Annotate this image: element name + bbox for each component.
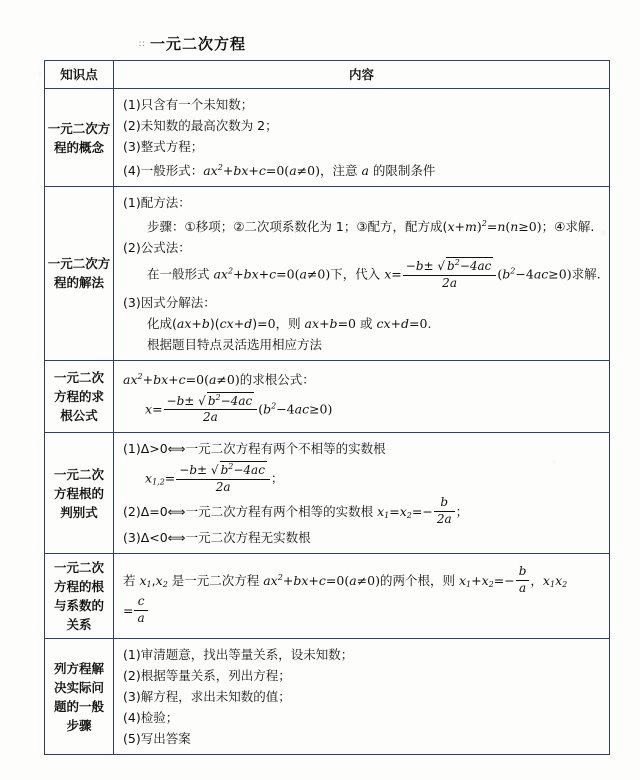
row-label-methods [45,187,114,361]
content-line: (3)解方程，求出未知数的值； [123,689,291,705]
page-title: 一元二次方程 [150,35,247,53]
row-label-discriminant [45,433,114,554]
header-cell-content: 内容 [114,61,610,89]
knowledge-table [44,60,610,755]
b-over-a-fraction: $\frac{b}{a}$ [516,565,530,596]
table-row [45,187,610,361]
content-line: (1)配方法： [123,195,191,210]
label-line: 判别式 [60,504,98,520]
root-formula-fraction: $\frac{-b\pm √ b^2-4ac}{2a}$ [164,392,258,426]
content-line-standard-form: $ax^2+bx+c=0(a\ne 0)$的求根公式： [123,371,315,387]
content-line-steps: 步骤：①移项；②二次项系数化为 1；③配方，配方成$(x+m)^2=n(n\ge 0)$；④求解. [147,219,595,234]
row-content-word-problems [114,639,610,755]
content-line-formula-method: 在一般形式 $ax^2+bx+c=0(a\ne 0)$下，代入 x= $\frac{-b\pm √ b^2-4ac}{2a}$ $(b^2-4ac\ge 0)$求解. [147,258,601,290]
content-line: (5)写出答案 [123,731,191,747]
label-line: 一元二次 [53,369,104,385]
content-line: (2)未知数的最高次数为 2； [123,118,278,133]
header-cell-knowledge-point: 知识点 [45,61,114,89]
table-row [45,433,610,554]
content-line: (2)根据等量关系，列出方程； [123,668,291,684]
label-line: 与系数的 [53,598,104,614]
quadratic-formula-fraction: $\frac{-b\pm √ b^2-4ac}{2a}$ [403,257,497,291]
row-content-root-formula [114,360,610,433]
content-line: 根据题目特点灵活选用相应方法 [147,336,323,352]
content-line-root-formula: x= $\frac{-b\pm √ b^2-4ac}{2a}$ $(b^2-4ac\ge 0)$ [145,392,333,425]
scan-speck [38,72,42,76]
content-line-vieta-sum: 若 $x_1,x_2$ 是一元二次方程 $ax^2+bx+c=0(a\ne 0)$的两个根，则 $x_1+x_2=-$ $\frac{b}{a}$ ，$x_1x_2$ [123,563,568,595]
label-line: 根公式 [60,407,98,423]
b-over-2a-fraction: $\frac{b}{2a}$ [434,496,455,527]
label-line: 一元二次 [53,560,104,576]
content-line-factoring: 化成(ax+b)(cx+d)=0，则 ax+b=0 或 cx+d=0. [147,315,432,331]
content-line: (2)公式法： [123,240,191,255]
label-line: 方程根的 [53,485,104,501]
content-line-general-form: (4)一般形式：$ax^2+bx+c=0(a\ne 0)$，注意 a 的限制条件 [123,163,436,178]
table-row [45,639,610,755]
table-row [45,89,610,187]
row-label-root-formula [45,360,114,433]
label-line: 关系 [66,617,92,633]
label-line: 步骤 [66,717,92,733]
content-line: (3)整式方程； [123,139,204,154]
label-line: 程的概念 [53,139,104,155]
content-line: (4)检验； [123,710,179,726]
label-line: 一元二次 [53,466,104,482]
content-line: (3)因式分解法： [123,294,216,310]
row-content-discriminant [114,433,610,554]
label-line: 决实际问 [53,679,104,695]
content-line-vieta-product: = $\frac{c}{a}$ [123,596,603,627]
row-content-methods [114,187,610,361]
table-row [45,360,610,433]
table-row [45,554,610,639]
content-line-delta-negative: (3)Δ<0⟺一元二次方程无实数根 [123,530,311,546]
content-line-delta-zero: (2)Δ=0⟺一元二次方程有两个相等的实数根 $x_1=x_2=-$ $\frac{b}{2a}$ ； [123,494,469,526]
label-line: 一元二次方 [47,256,111,272]
row-label-word-problems [45,639,114,755]
content-line: (1)审清题意，找出等量关系，设未知数； [123,647,354,663]
label-line: 方程的求 [53,388,104,404]
row-label-concept [45,89,114,187]
title-leading-marks: ∷ [139,40,144,50]
row-label-vieta [45,554,114,639]
row-content-vieta [114,554,610,639]
c-over-a-fraction: $\frac{c}{a}$ [134,595,147,626]
content-line-delta-positive: (1)Δ>0⟺一元二次方程有两个不相等的实数根 [123,441,386,457]
table-header-row [45,61,610,89]
row-content-concept [114,89,610,187]
content-line: (1)只含有一个未知数； [123,97,254,112]
label-line: 列方程解 [53,660,104,676]
content-line-x12-formula: $x_{1,2}=$ $\frac{-b\pm √ b^2-4ac}{2a}$ ； [145,462,284,494]
label-line: 一元二次方 [47,120,111,136]
label-line: 程的解法 [53,275,104,291]
x12-fraction: $\frac{-b\pm √ b^2-4ac}{2a}$ [176,461,270,495]
label-line: 方程的根 [53,579,104,595]
label-line: 题的一般 [53,698,104,714]
